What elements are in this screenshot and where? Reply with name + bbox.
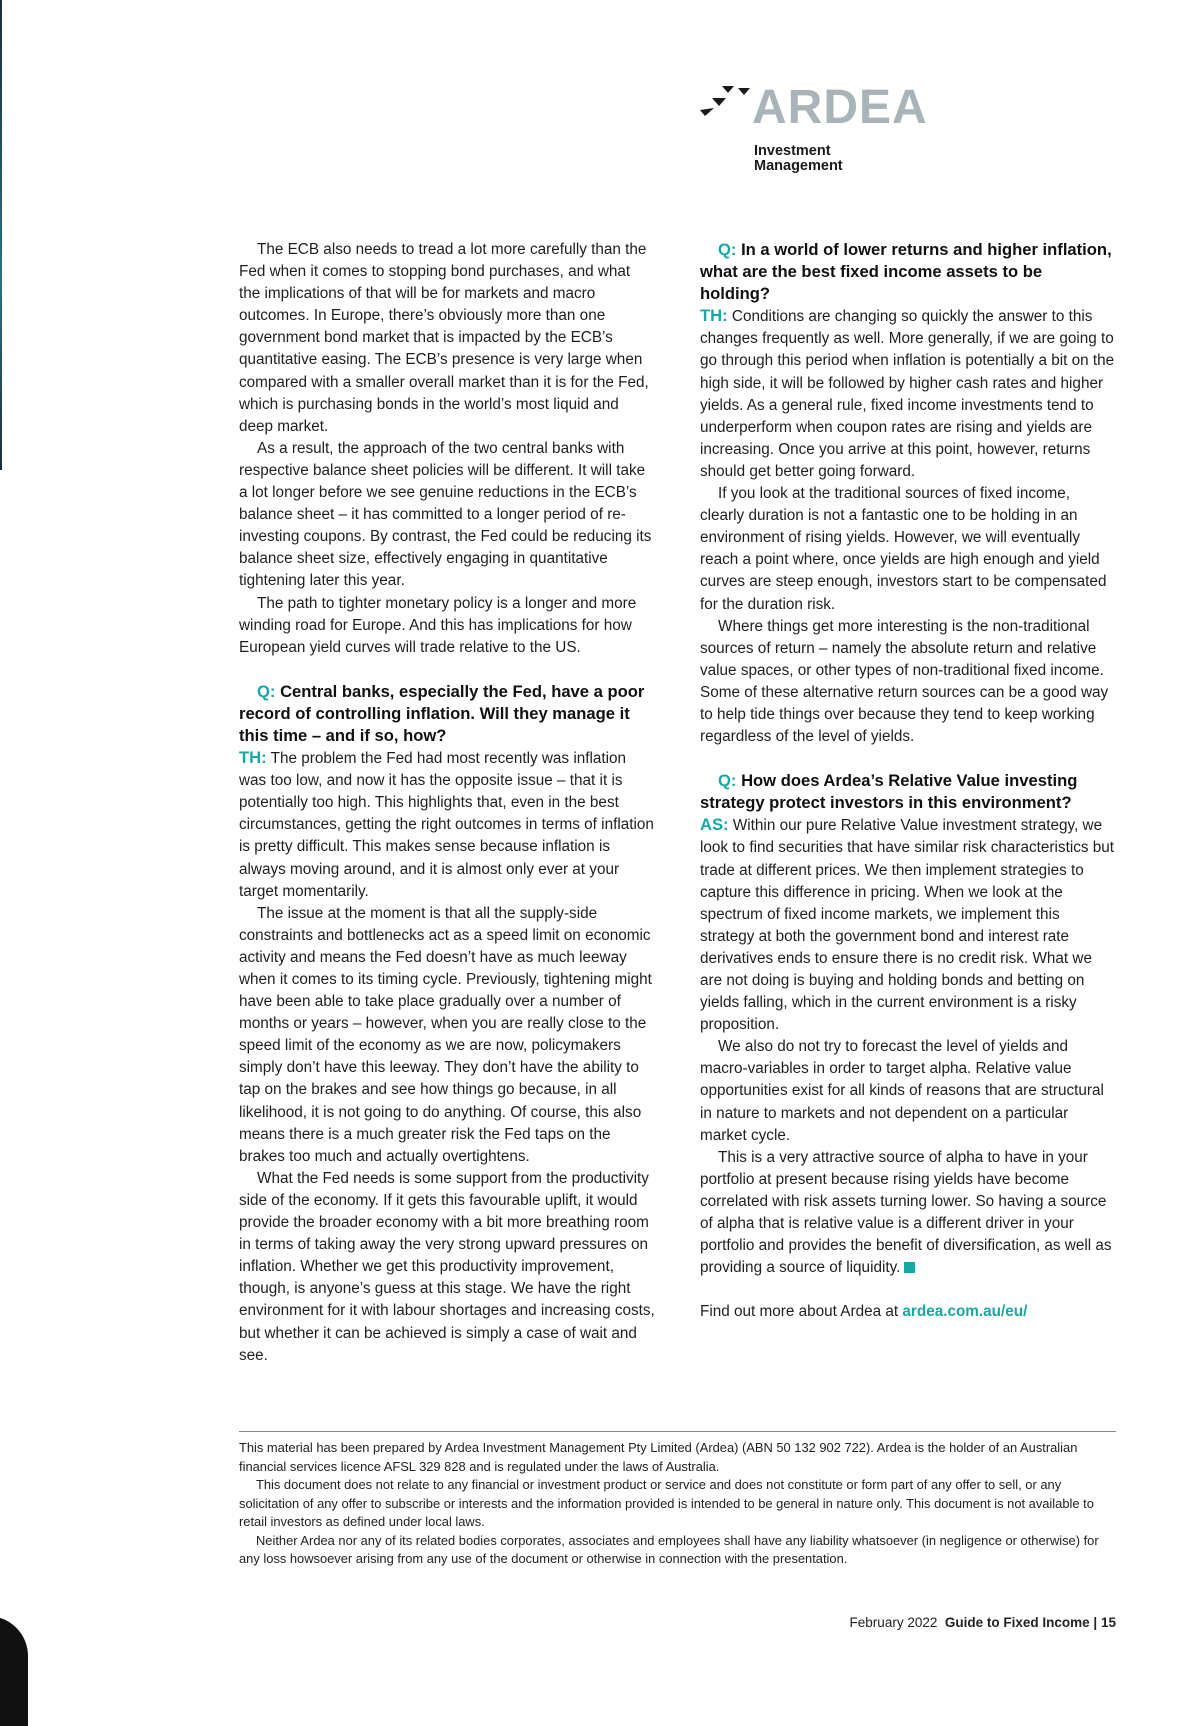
question-tag: Q: [257,681,276,701]
question-heading [239,681,655,747]
ardea-website-link[interactable]: ardea.com.au/eu/ [902,1303,1028,1321]
paragraph-text: This is a very attractive source of alpha to have in your portfolio at present because rising yields have become correlated with risk assets turning lower. So having a source of alpha that is relative value is a different driver in your portfolio and provides the benefit of diversification, as well as providing a source of liquidity. [700,1148,1112,1277]
right-column [700,239,1116,1323]
disclaimer-paragraph: Neither Ardea nor any of its related bodies corporates, associates and employees shall have any liability whatsoever (in negligence or otherwise) for any loss howsoever arising from any use of the document or otherwise in connection with the presentation. [239,1532,1099,1566]
question-tag: Q: [718,240,737,259]
ardea-logo-mark-icon [700,82,760,122]
question-text: Central banks, especially the Fed, have a poor record of controlling inflation. Will they manage it this time – and if so, how? [239,681,645,745]
question-tag: Q: [718,771,737,791]
paragraph: The issue at the moment is that all the supply-side constraints and bottlenecks act as a speed limit on economic activity and means the Fed doesn’t have as much leeway when it comes to its timing cycle. Previously, tightening might have been able to take place gradually over a number of months or years – however, when you are really close to the speed limit of the economy as we are now, policymakers simply don’t have this leeway. They don’t have the ability to tap on the brakes and see how things go because, in all likelihood, it is not going to do anything. Of course, this also means there is a much greater risk the Fed taps on the brakes too much and actually overtightens. [239,904,652,1165]
footer-publication: Guide to Fixed Income [944,1615,1090,1630]
question-heading [700,239,1116,305]
footer-date: February 2022 [849,1615,938,1630]
question-text: How does Ardea’s Relative Value investing strategy protect investors in this environment? [700,771,1078,813]
paragraph [700,1147,1116,1280]
end-mark-icon [904,1262,915,1273]
answer-tag: TH: [700,306,728,326]
disclaimer-paragraph: This document does not relate to any financial or investment product or service and does not constitute or form part of any offer to sell, or any solicitation of any offer to subscribe or interests and the information provided is intended to be general in nature only. This document is not available to retail investors as defined under local laws. [239,1477,1094,1529]
page-corner-shape [0,1616,28,1726]
paragraph: As a result, the approach of the two central banks with respective balance sheet policies will be different. It will take a lot longer before we see genuine reductions in the ECB’s balance sheet – it has committed to a longer period of re-investing coupons. By contrast, the Fed could be reducing its balance sheet size, effectively engaging in quantitative tightening later this year. [239,439,652,590]
logo-subtitle [754,144,843,174]
disclaimer [239,1439,1119,1569]
answer-text: Conditions are changing so quickly the answer to this changes frequently as well. More generally, if we are going to go through this period when inflation is potentially a bit on the high side, it will be followed by higher cash rates and higher yields. As a general rule, fixed income investments tend to underperform when coupon rates are rising and yields are increasing. Once you arrive at this point, however, returns should get better going forward. [700,308,1115,480]
logo-subtitle-line1: Investment [754,143,831,159]
call-to-action [700,1301,1116,1323]
paragraph: If you look at the traditional sources of fixed income, clearly duration is not a fantastic one to be holding in an environment of rising yields. However, we will eventually reach a point where, once yields are high enough and yield curves are steep enough, investors start to be compensated for the duration risk. [700,485,1107,613]
logo-wordmark: ARDEA [752,81,928,134]
ardea-logo [700,82,940,182]
left-column [239,239,655,1367]
answer-text: The problem the Fed had most recently was inflation was too low, and now it has the opposite issue – that it is potentially too high. This highlights that, even in the best circumstances, getting the right outcomes in terms of inflation is pretty difficult. This makes sense because inflation is always moving around, and it is almost only ever at your target momentarily. [239,750,654,900]
page-number: 15 [1100,1615,1116,1630]
page-edge-strip [0,0,2,470]
logo-subtitle-line2: Management [754,158,843,174]
paragraph: The path to tighter monetary policy is a longer and more winding road for Europe. And this has implications for how European yield curves will trade relative to the US. [239,594,637,656]
cta-text: Find out more about Ardea at [700,1303,903,1321]
disclaimer-paragraph: This material has been prepared by Ardea Investment Management Pty Limited (Ardea) (ABN 50 132 902 722). Ardea is the holder of an Australian financial services licence AFSL 329 828 and is regulated under the laws of Australia. [239,1440,1078,1474]
paragraph: We also do not try to forecast the level of yields and macro-variables in order to target alpha. Relative value opportunities exist for all kinds of reasons that are structural in nature to markets and not dependent on a particular market cycle. [700,1038,1104,1144]
answer-tag: AS: [700,815,729,835]
page-footer [850,1615,1116,1630]
question-text: In a world of lower returns and higher inflation, what are the best fixed income assets to be holding? [700,240,1112,304]
question-heading [700,770,1116,814]
answer-paragraph [700,814,1116,1036]
answer-tag: TH: [239,748,267,768]
paragraph: The ECB also needs to tread a lot more carefully than the Fed when it comes to stopping bond purchases, and what the implications of that will be for markets and macro outcomes. In Europe, there’s obviously more than one government bond market that is impacted by the ECB’s quantitative easing. The ECB’s presence is very large when compared with a smaller overall market than it is for the Fed, which is purchasing bonds in the world’s most liquid and deep market. [239,241,649,435]
paragraph: Where things get more interesting is the non-traditional sources of return – namely the absolute return and relative value spaces, or other types of non-traditional fixed income. Some of these alternative return sources can be a good way to help tide things over because they tend to keep working regardless of the level of yields. [700,617,1109,746]
answer-paragraph [239,747,655,903]
footnote-divider [239,1431,1116,1432]
answer-paragraph [700,305,1116,483]
answer-text: Within our pure Relative Value investment strategy, we look to find securities that have similar risk characteristics but trade at different prices. We then implement strategies to capture this difference in pricing. When we look at the spectrum of fixed income markets, we implement this strategy at both the government bond and interest rate derivatives ends to ensure there is no credit risk. What we are not doing is buying and holding bonds and betting on yields falling, which in the current environment is a risky proposition. [700,817,1115,1034]
paragraph: What the Fed needs is some support from the productivity side of the economy. If it gets this favourable uplift, it would provide the broader economy with a bit more breathing room in terms of taking away the very strong upward pressures on inflation. Whether we get this productivity improvement, though, is anyone’s guess at this stage. We have the right environment for it with labour shortages and increasing costs, but whether it can be achieved is simply a case of wait and see. [239,1169,655,1364]
footer-separator: | [1093,1615,1098,1630]
